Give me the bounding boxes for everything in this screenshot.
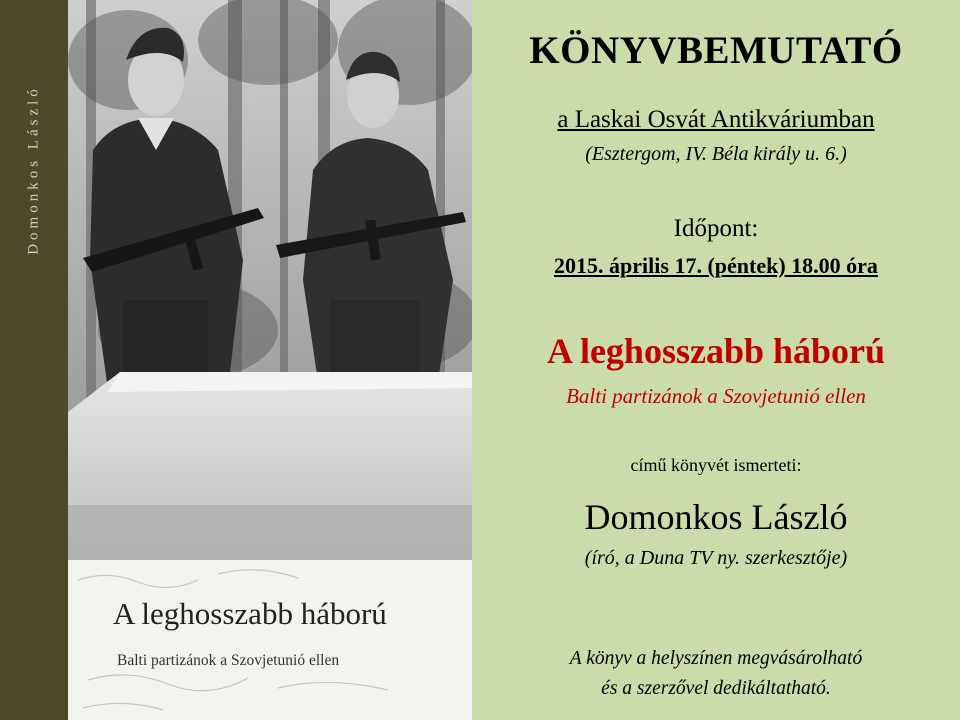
event-heading: KÖNYVBEMUTATÓ bbox=[529, 29, 903, 72]
purchase-note-line1: A könyv a helyszínen megvásárolható bbox=[569, 648, 863, 669]
presenter-intro: című könyvét ismerteti: bbox=[630, 455, 802, 475]
book-cover bbox=[0, 0, 472, 720]
purchase-note-line2: és a szerzővel dedikáltatható. bbox=[601, 678, 831, 699]
stone-monument bbox=[68, 372, 472, 560]
cover-title: A leghosszabb háború bbox=[113, 596, 387, 631]
cover-title-area bbox=[68, 560, 472, 720]
spine-author: Domonkos László bbox=[25, 85, 42, 255]
author-description: (író, a Duna TV ny. szerkesztője) bbox=[584, 547, 848, 569]
event-info-panel bbox=[472, 0, 960, 720]
book-title: A leghosszabb háború bbox=[546, 331, 886, 371]
handwriting-texture bbox=[68, 560, 472, 720]
partisans-photo bbox=[68, 0, 472, 560]
event-address: (Esztergom, IV. Béla király u. 6.) bbox=[585, 143, 847, 165]
cover-subtitle: Balti partizánok a Szovjetunió ellen bbox=[117, 652, 340, 669]
time-label: Időpont: bbox=[673, 215, 759, 242]
author-name: Domonkos László bbox=[584, 497, 848, 537]
event-venue: a Laskai Osvát Antikváriumban bbox=[557, 106, 875, 133]
event-datetime: 2015. április 17. (péntek) 18.00 óra bbox=[554, 253, 878, 278]
book-subtitle: Balti partizánok a Szovjetunió ellen bbox=[566, 384, 866, 408]
book-spine bbox=[0, 0, 68, 720]
